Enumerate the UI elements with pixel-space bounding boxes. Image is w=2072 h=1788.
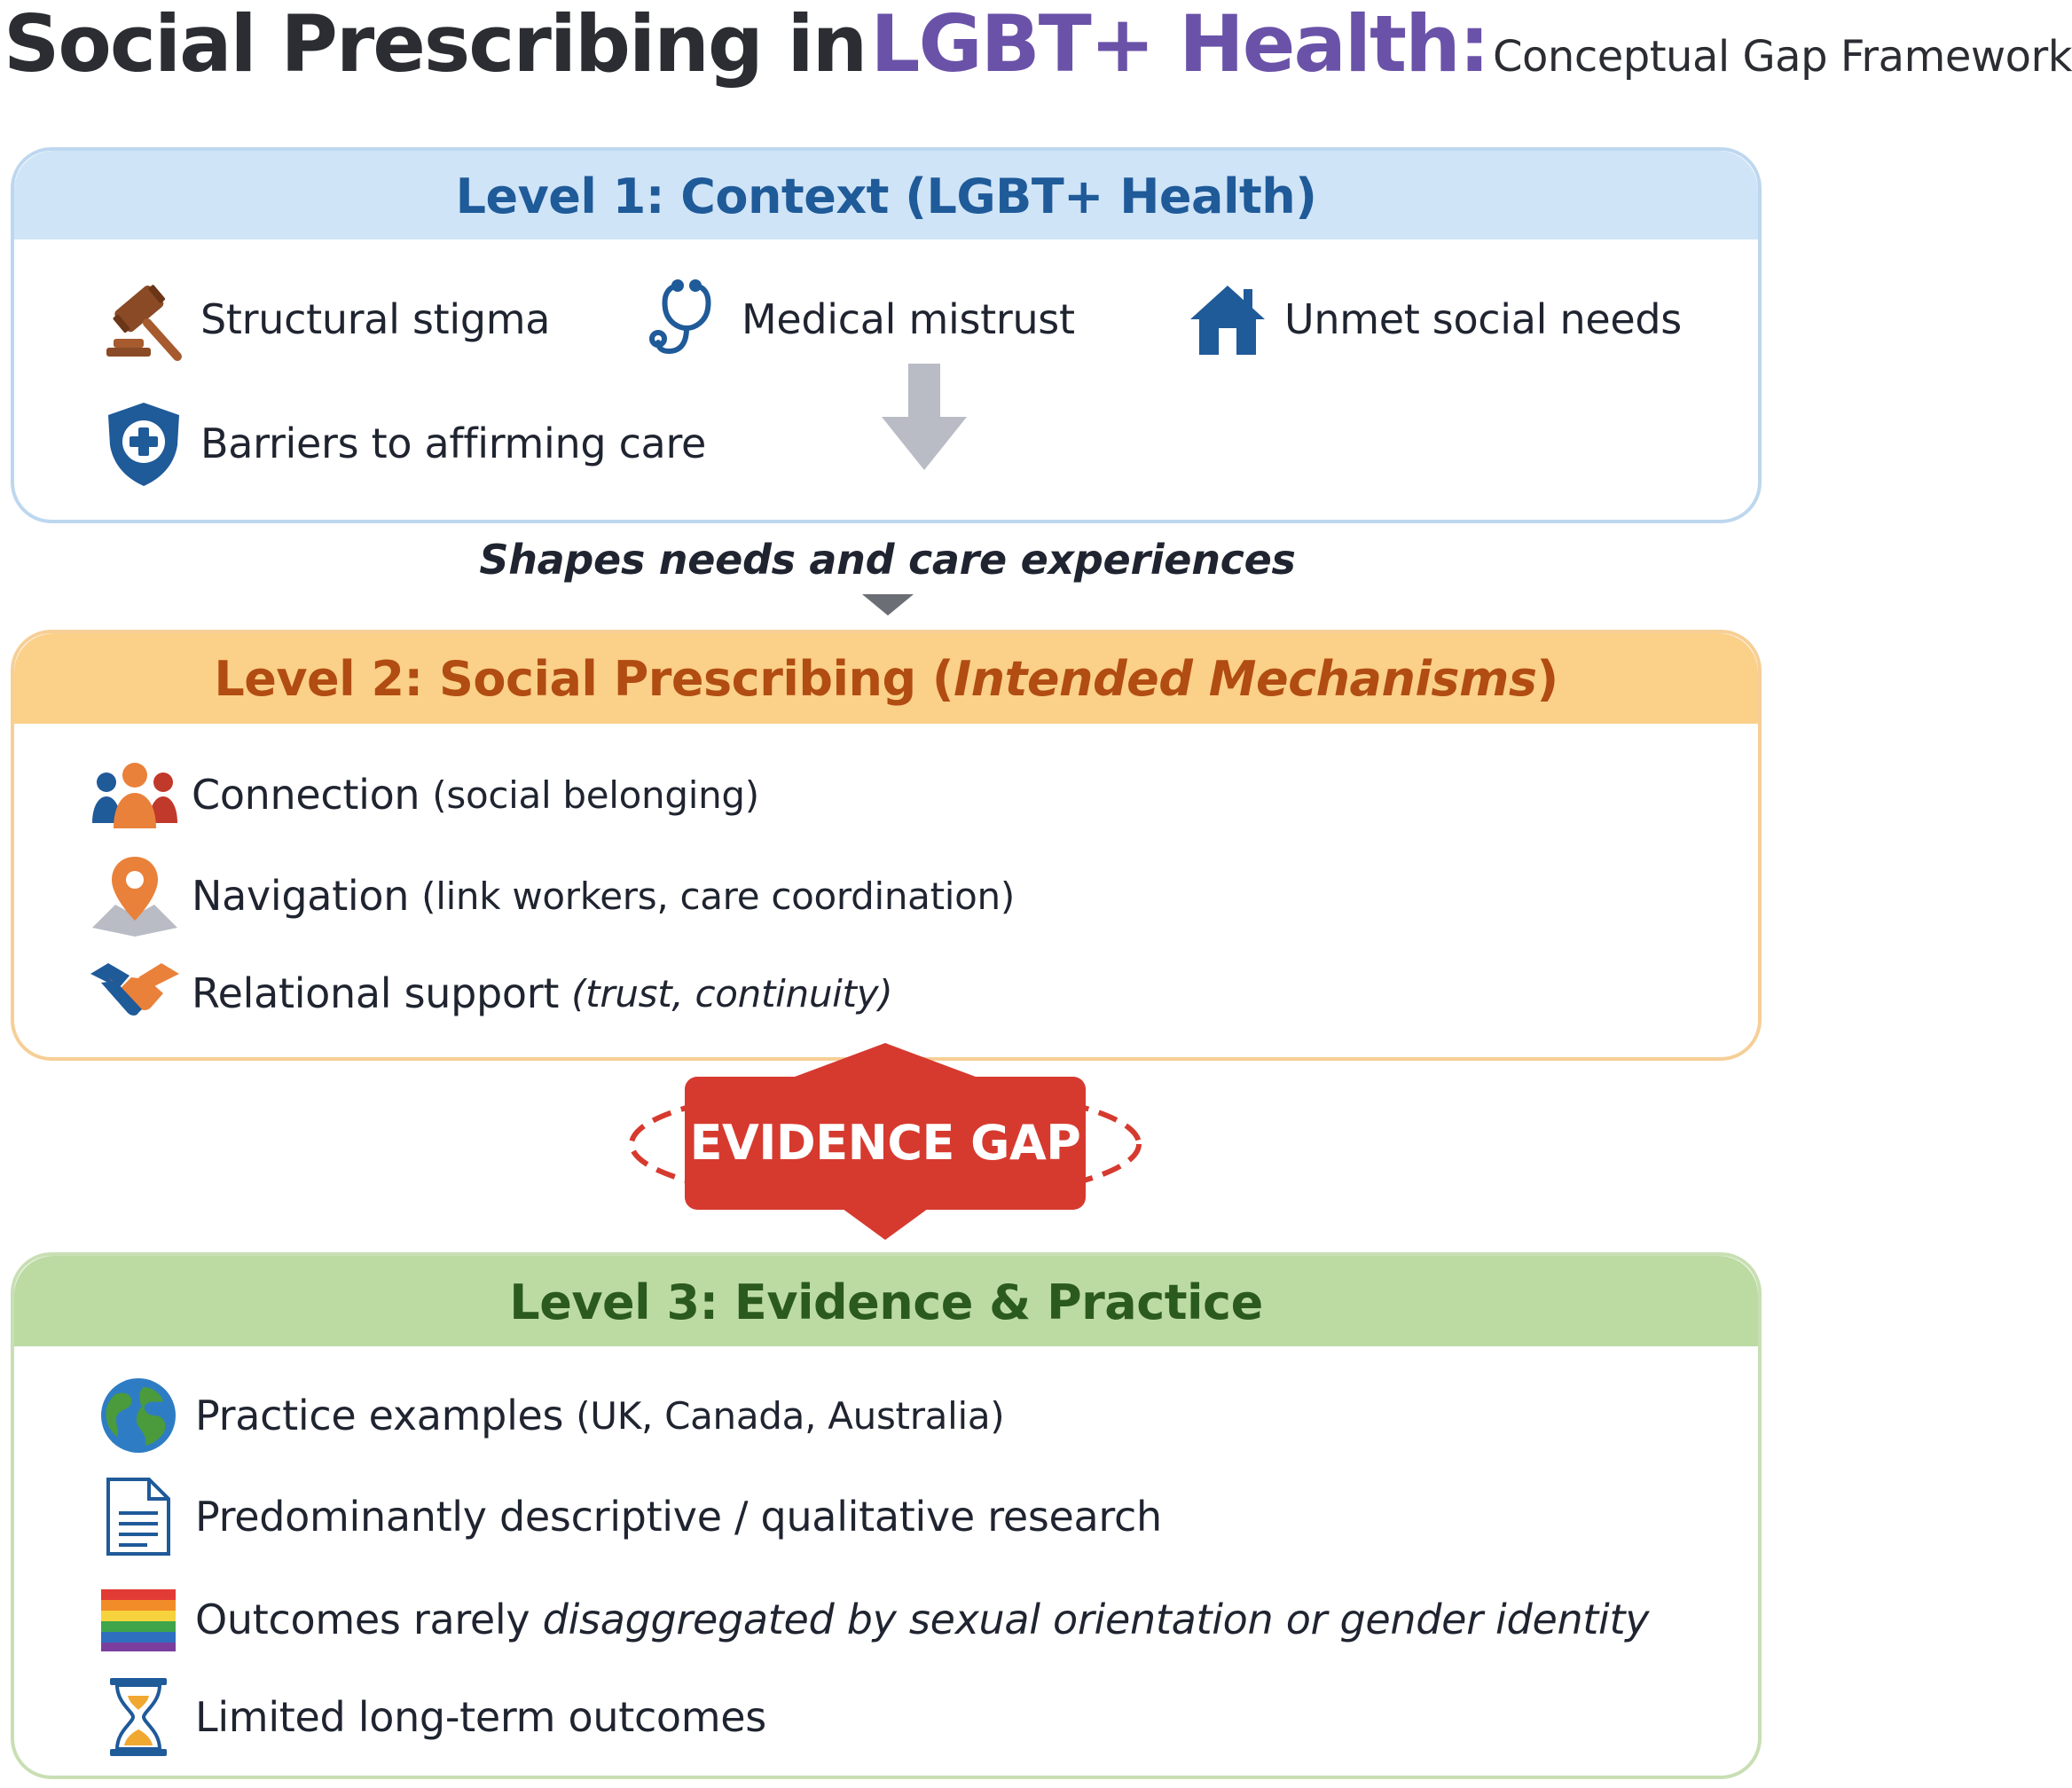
level3-item-detail: (UK, Canada, Australia) [576, 1393, 1005, 1438]
level3-panel [11, 1252, 1762, 1779]
level3-item-label [195, 1596, 1649, 1643]
level1-item-label: Unmet social needs [1284, 295, 1682, 343]
level2-item-label: Relational support [192, 969, 560, 1017]
document-icon [94, 1472, 183, 1561]
level3-item-label-italic: disaggregated by sexual orientation or gender identity [542, 1596, 1650, 1643]
level3-item-long-term-outcomes [94, 1673, 766, 1761]
level1-item-label: Barriers to affirming care [200, 420, 707, 467]
level1-item-barriers [99, 399, 706, 488]
level3-item-outcomes-disaggregated [94, 1575, 1649, 1664]
level2-item-connection [90, 750, 759, 839]
connector-label: Shapes needs and care experiences [479, 536, 1296, 584]
level1-item-medical-mistrust [640, 275, 1075, 364]
stethoscope-icon [640, 275, 729, 364]
evidence-gap-label: EVIDENCE GAP [689, 1115, 1081, 1171]
level1-item-structural-stigma [99, 275, 550, 364]
people-group-icon [90, 750, 179, 839]
level2-header-italic: Intended Mechanisms [954, 651, 1537, 707]
connector-arrow-icon [862, 594, 914, 617]
hourglass-icon [94, 1673, 183, 1761]
level2-header-main: Level 2: Social Prescribing ( [214, 651, 954, 707]
rainbow-flag-icon [94, 1575, 183, 1664]
level2-item-label: Connection [192, 771, 420, 819]
title-part-2: LGBT+ Health: [870, 0, 1488, 90]
level3-item-label-prefix: Outcomes rarely [195, 1596, 543, 1643]
level3-item-label: Limited long-term outcomes [195, 1693, 766, 1741]
level2-item-label: Navigation [192, 872, 410, 920]
title-part-3: Conceptual Gap Framework [1493, 32, 2072, 82]
level3-item-label: Practice examples [195, 1392, 564, 1439]
level3-header: Level 3: Evidence & Practice [14, 1256, 1758, 1346]
map-pin-icon [90, 851, 179, 940]
level2-item-navigation [90, 851, 1015, 940]
level2-item-detail: (link workers, care coordination) [421, 874, 1015, 918]
level1-item-label: Structural stigma [200, 295, 551, 343]
level1-header: Level 1: Context (LGBT+ Health) [14, 151, 1758, 239]
handshake-icon [90, 949, 179, 1038]
level2-item-relational-support [90, 949, 892, 1038]
level2-panel [11, 630, 1762, 1061]
level1-item-label: Medical mistrust [742, 295, 1075, 343]
level2-header-close: ) [1536, 651, 1558, 707]
level2-item-detail: (social belonging) [432, 772, 759, 817]
level1-item-unmet-social-needs [1183, 275, 1682, 364]
gavel-icon [99, 275, 188, 364]
title-part-1: Social Prescribing in [4, 0, 867, 90]
house-icon [1183, 275, 1272, 364]
globe-icon [94, 1371, 183, 1460]
flow-down-arrow-icon [878, 360, 970, 474]
medical-shield-icon [99, 399, 188, 488]
level2-header [14, 633, 1758, 724]
level3-item-label: Predominantly descriptive / qualitative research [195, 1493, 1162, 1541]
level3-item-descriptive-research [94, 1472, 1162, 1561]
level2-item-detail: (trust, continuity) [571, 971, 893, 1016]
page-title [4, 0, 2072, 90]
level1-panel [11, 147, 1762, 523]
level3-item-practice-examples [94, 1371, 1004, 1460]
